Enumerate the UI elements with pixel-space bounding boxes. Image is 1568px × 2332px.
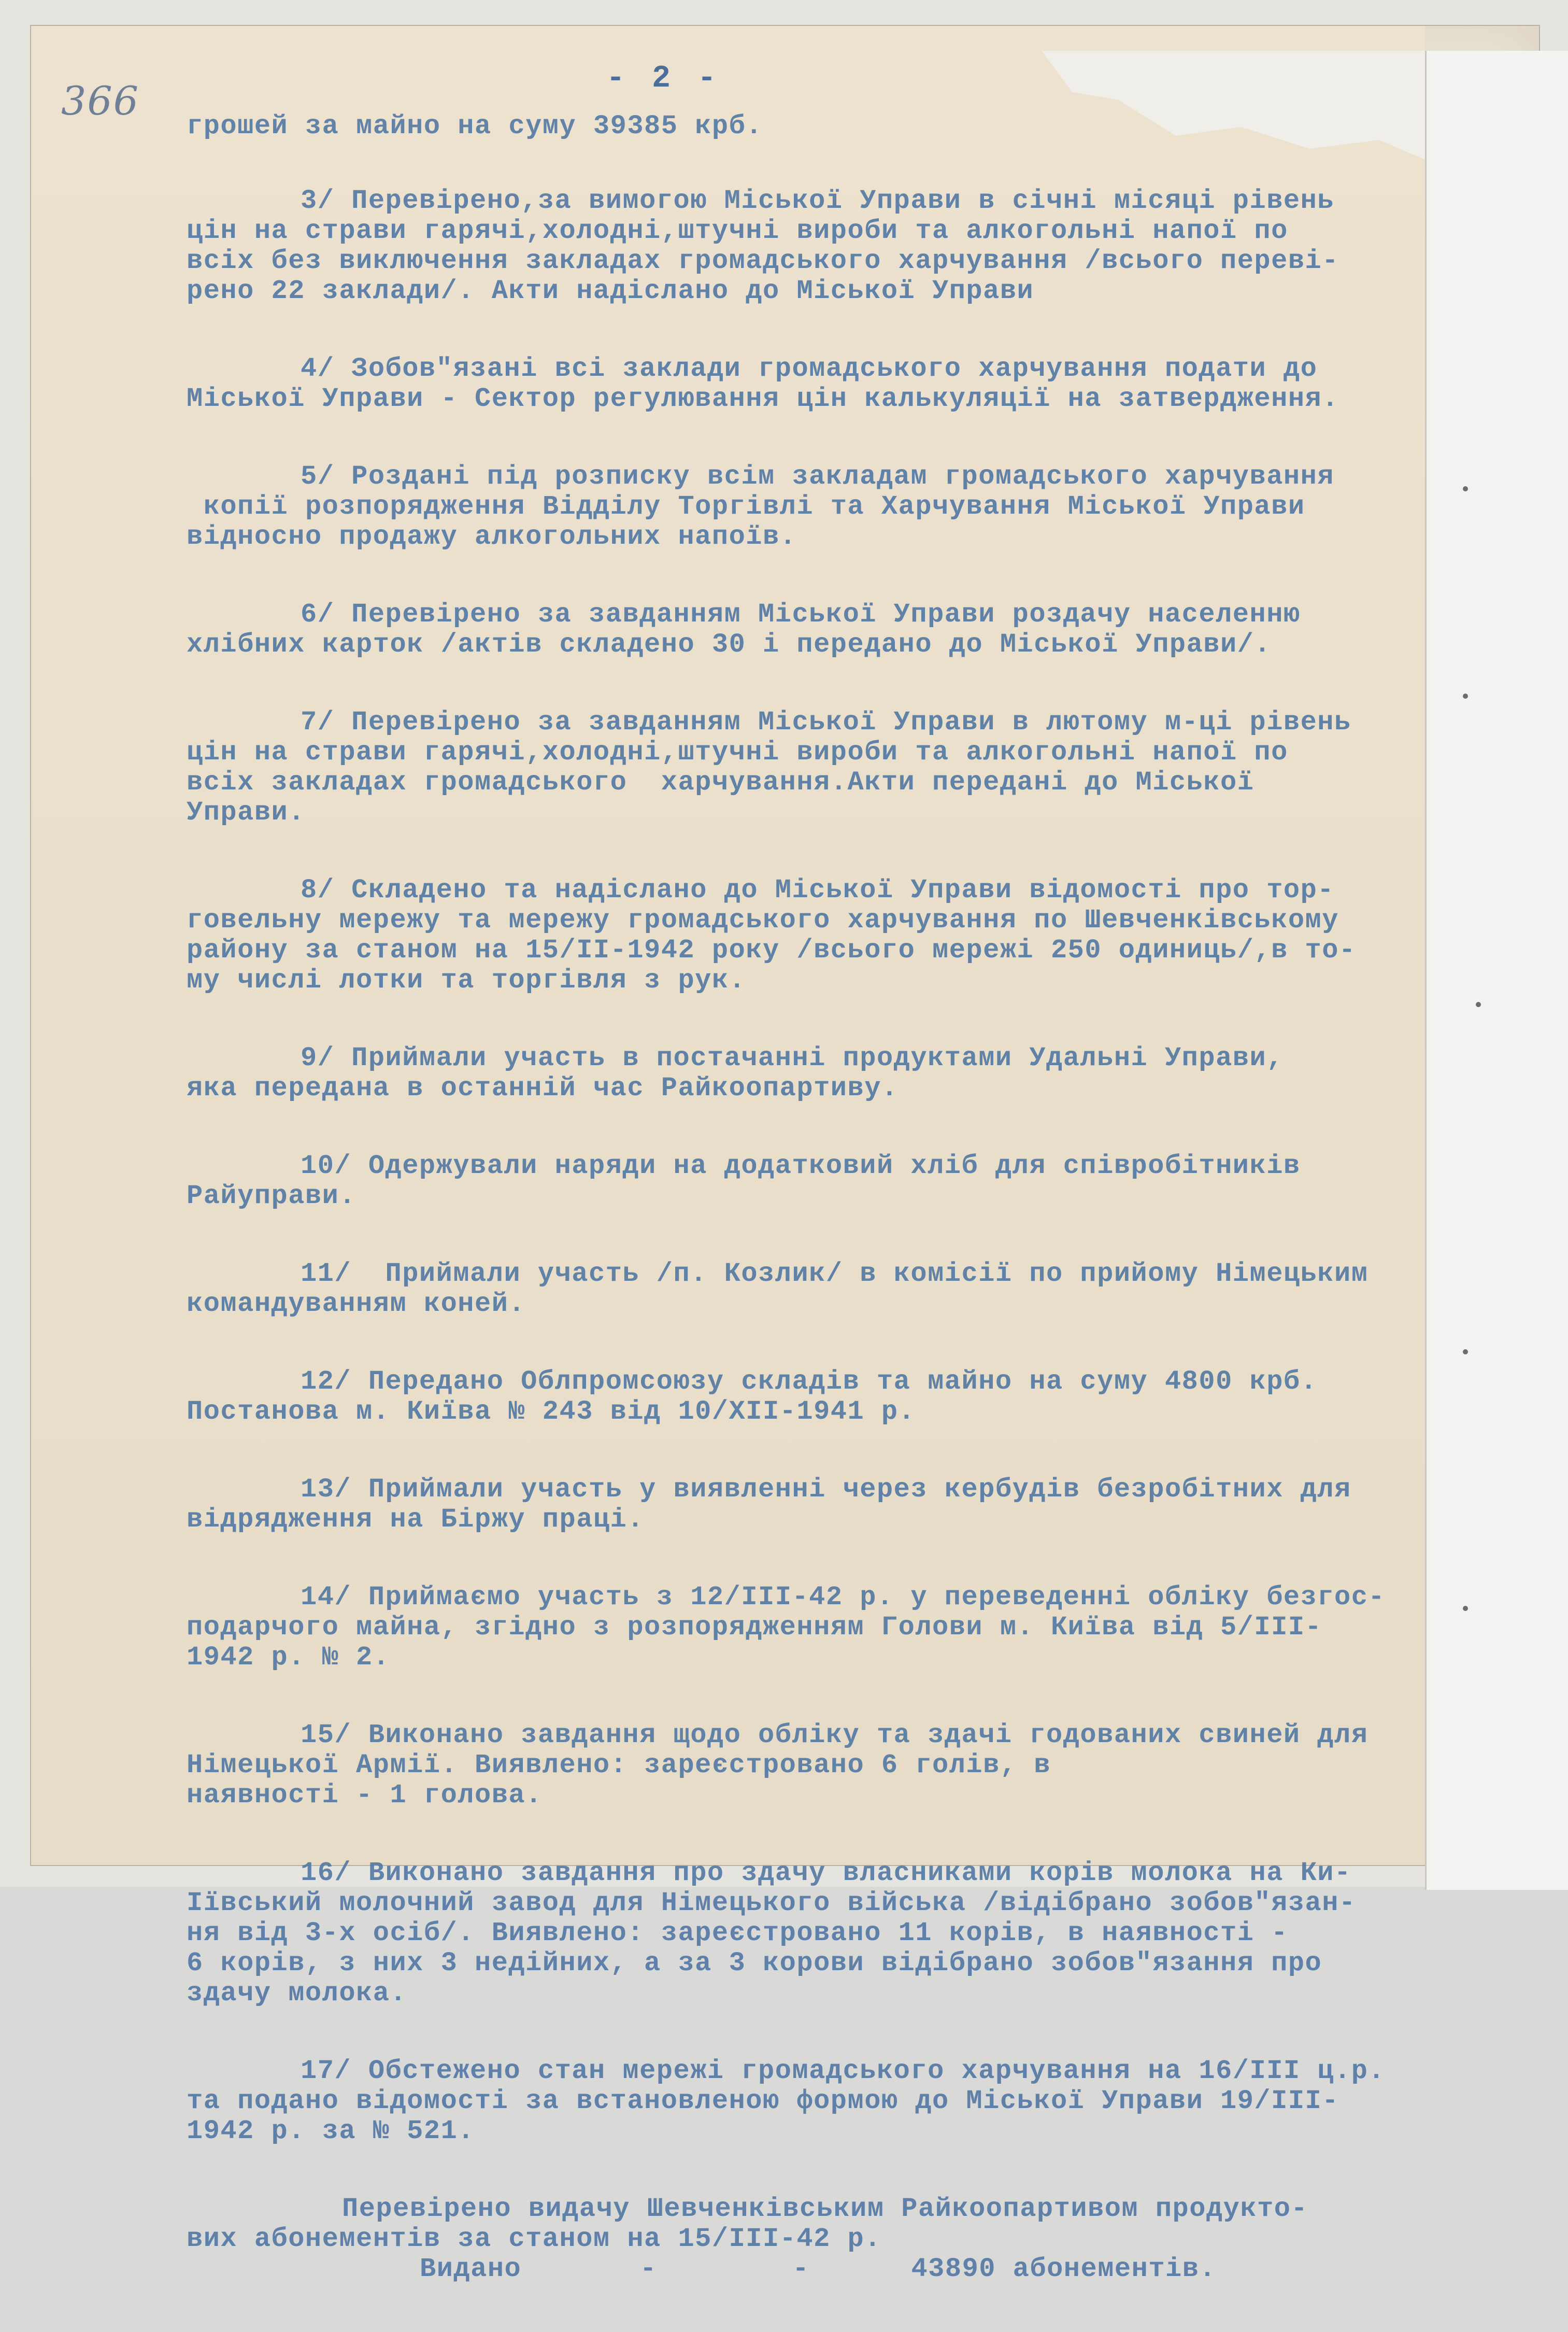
binding-hole <box>1463 694 1468 699</box>
text-line: Іївський молочний завод для Німецького війська /відібрано зобов"язан- <box>187 1888 1356 1918</box>
binding-hole <box>1463 1349 1468 1354</box>
text-line: цін на страви гарячі,холодні,штучні вироби та алкогольні напої по <box>187 737 1288 768</box>
text-line: відносно продажу алкогольних напоїв. <box>187 521 797 552</box>
text-line: 1942 р. № 2. <box>187 1642 390 1673</box>
text-line: здачу молока. <box>187 1978 407 2009</box>
text-line: Міської Управи - Сектор регулювання цін калькуляції на затвердження. <box>187 384 1339 414</box>
text-line: командуванням коней. <box>187 1289 526 1319</box>
paragraph <box>187 1858 1394 2009</box>
text-line: Постанова м. Київа № 243 від 10/ХІІ-1941 р. <box>187 1396 916 1427</box>
text-line: 9/ Приймали участь в постачанні продуктами Удальні Управи, <box>301 1043 1284 1073</box>
paragraph <box>187 1367 1394 1427</box>
text-line: му числі лотки та торгівля з рук. <box>187 965 746 996</box>
text-line: 16/ Виконано завдання про здачу власниками корів молока на Ки- <box>301 1858 1351 1888</box>
footer-note <box>187 2194 1394 2284</box>
text-line: говельну мережу та мережу громадського харчування по Шевченківському <box>187 905 1339 936</box>
text-line: району за станом на 15/ІІ-1942 року /всього мережі 250 одиниць/,в то- <box>187 935 1356 966</box>
paragraph <box>187 708 1394 828</box>
text-line: 11/ Приймали участь /п. Козлик/ в комісії по прийому Німецьким <box>301 1259 1369 1289</box>
paragraph <box>187 2056 1394 2146</box>
binding-hole <box>1476 1002 1481 1007</box>
page-number: - 2 - <box>606 61 721 96</box>
text-line: ня від 3-х осіб/. Виявлено: зареєстровано 11 корів, в наявності - <box>187 1918 1288 1948</box>
paragraph <box>187 354 1394 414</box>
text-line: 10/ Одержували наряди на додатковий хліб для співробітників <box>301 1151 1301 1181</box>
text-line: 4/ Зобов"язані всі заклади громадського харчування подати до <box>301 354 1318 384</box>
text-line: 5/ Роздані під розписку всім закладам громадського харчування <box>301 461 1335 492</box>
paragraph <box>187 1043 1394 1104</box>
text-line: 3/ Перевірено,за вимогою Міської Управи в січні місяці рівень <box>301 186 1335 216</box>
footer-line: Перевірено видачу Шевченківським Райкоопартивом продукто- <box>342 2194 1308 2224</box>
binding-hole <box>1463 1606 1468 1611</box>
footer-line: вих абонементів за станом на 15/ІІІ-42 р. <box>187 2224 881 2254</box>
backing-sheet <box>1425 51 1568 1890</box>
text-line: 13/ Приймали участь у виявленні через кербудів безробітних для <box>301 1474 1351 1505</box>
paragraph <box>187 111 1394 142</box>
text-line: Німецької Армії. Виявлено: зареєстровано 6 голів, в <box>187 1750 1051 1780</box>
paragraph <box>187 1151 1394 1211</box>
text-line: 14/ Приймаємо участь з 12/ІІІ-42 р. у переведенні обліку безгос- <box>301 1582 1386 1613</box>
text-line: хлібних карток /актів складено 30 і передано до Міської Управи/. <box>187 629 1272 660</box>
paragraph <box>187 462 1394 552</box>
paragraph <box>187 1475 1394 1535</box>
text-line: копії розпорядження Відділу Торгівлі та Харчування Міської Управи <box>187 491 1305 522</box>
text-line: наявності - 1 голова. <box>187 1780 543 1811</box>
paragraph <box>187 1720 1394 1811</box>
text-line: 12/ Передано Облпромсоюзу складів та майно на суму 4800 крб. <box>301 1366 1318 1397</box>
text-line: 7/ Перевірено за завданням Міської Управи в лютому м-ці рівень <box>301 707 1351 738</box>
text-line: всіх без виключення закладах громадського харчування /всього переві- <box>187 246 1339 276</box>
text-line: грошей за майно на суму 39385 крб. <box>187 111 763 142</box>
text-line: та подано відомості за встановленою формою до Міської Управи 19/ІІІ- <box>187 2086 1339 2116</box>
text-line: цін на страви гарячі,холодні,штучні вироби та алкогольні напої по <box>187 216 1288 246</box>
paragraph <box>187 186 1394 306</box>
text-line: 8/ Складено та надіслано до Міської Управи відомості про тор- <box>301 875 1335 906</box>
archive-folio-number: 366 <box>61 78 140 124</box>
text-line: 6/ Перевірено за завданням Міської Управи роздачу населенню <box>301 599 1301 630</box>
text-line: Управи. <box>187 797 305 828</box>
paragraph <box>187 1259 1394 1319</box>
text-line: рено 22 заклади/. Акти надіслано до Міської Управи <box>187 276 1034 306</box>
text-line: подарчого майна, згідно з розпорядженням Голови м. Київа від 5/ІІІ- <box>187 1612 1322 1643</box>
text-line: відрядження на Біржу праці. <box>187 1504 645 1535</box>
binding-hole <box>1463 486 1468 491</box>
text-line: всіх закладах громадського харчування.Акти передані до Міської <box>187 767 1255 798</box>
document-body <box>187 111 1394 2332</box>
paragraph <box>187 600 1394 660</box>
text-line: 6 корів, з них 3 недійних, а за 3 корови відібрано зобов"язання про <box>187 1948 1322 1978</box>
text-line: 1942 р. за № 521. <box>187 2116 475 2146</box>
text-line: 15/ Виконано завдання щодо обліку та здачі годованих свиней для <box>301 1720 1369 1750</box>
paragraph <box>187 875 1394 996</box>
text-line: яка передана в останній час Райкоопартиву. <box>187 1073 899 1104</box>
text-line: Райуправи. <box>187 1181 357 1211</box>
footer-line: Видано - - 43890 абонементів. <box>420 2254 1217 2284</box>
paragraph <box>187 1582 1394 1673</box>
text-line: 17/ Обстежено стан мережі громадського харчування на 16/ІІІ ц.р. <box>301 2056 1386 2086</box>
